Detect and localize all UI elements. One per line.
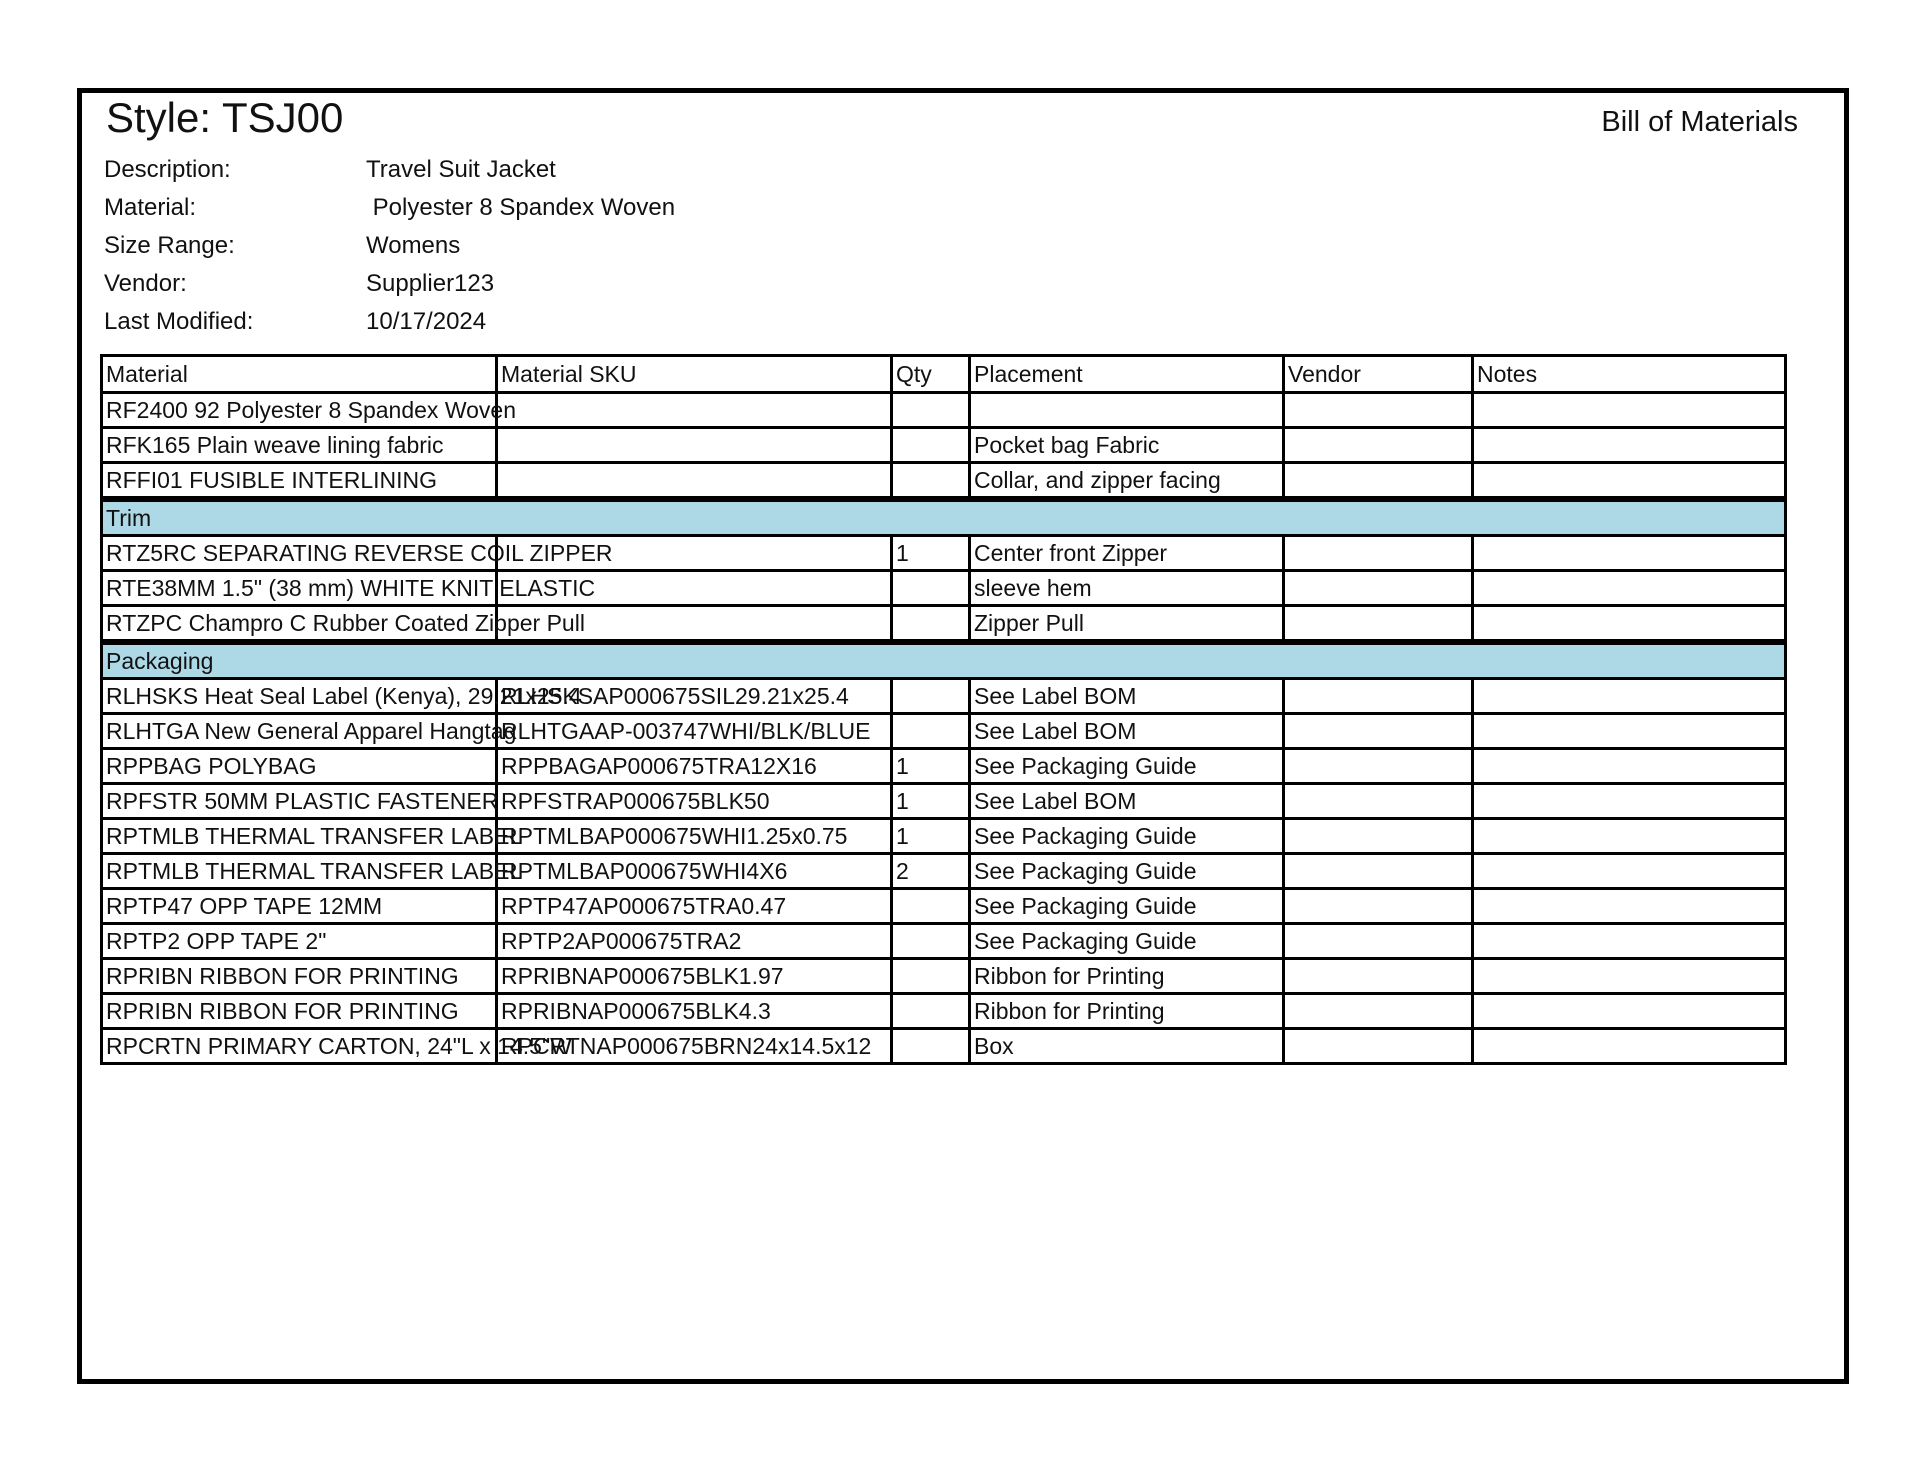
placement-cell: Box: [970, 1029, 1284, 1064]
section-label: Trim: [102, 499, 1786, 536]
meta-label: Material:: [104, 194, 197, 221]
placement-cell: See Packaging Guide: [970, 854, 1284, 889]
column-header-placement: Placement: [970, 356, 1284, 393]
qty-cell: [892, 463, 970, 500]
sku-cell: RLHSKSAP000675SIL29.21x25.4: [497, 679, 892, 714]
meta-label: Last Modified:: [104, 308, 254, 335]
notes-cell: [1473, 994, 1786, 1029]
placement-cell: See Packaging Guide: [970, 889, 1284, 924]
table-row: [102, 889, 1786, 924]
meta-value: Womens: [366, 232, 461, 259]
table-row: [102, 679, 1786, 714]
column-header-qty: Qty: [892, 356, 970, 393]
placement-cell: sleeve hem: [970, 571, 1284, 606]
placement-cell: Zipper Pull: [970, 606, 1284, 643]
sku-cell: [497, 463, 892, 500]
notes-cell: [1473, 536, 1786, 571]
qty-cell: 1: [892, 819, 970, 854]
notes-cell: [1473, 889, 1786, 924]
material-cell: RPCRTN PRIMARY CARTON, 24"L x 14.5"W: [102, 1029, 497, 1064]
vendor-cell: [1284, 536, 1473, 571]
vendor-cell: [1284, 959, 1473, 994]
table-header-row: [102, 356, 1786, 393]
meta-label: Size Range:: [104, 232, 235, 259]
document-type: Bill of Materials: [1601, 106, 1798, 138]
material-cell: RFFI01 FUSIBLE INTERLINING: [102, 463, 497, 500]
sku-cell: RPFSTRAP000675BLK50: [497, 784, 892, 819]
qty-cell: [892, 924, 970, 959]
notes-cell: [1473, 959, 1786, 994]
vendor-cell: [1284, 924, 1473, 959]
bom-table-body: [102, 356, 1786, 1064]
placement-cell: See Packaging Guide: [970, 924, 1284, 959]
vendor-cell: [1284, 819, 1473, 854]
table-row: [102, 1029, 1786, 1064]
notes-cell: [1473, 463, 1786, 500]
material-cell: RPRIBN RIBBON FOR PRINTING: [102, 959, 497, 994]
vendor-cell: [1284, 393, 1473, 428]
placement-cell: See Label BOM: [970, 714, 1284, 749]
vendor-cell: [1284, 889, 1473, 924]
sku-cell: RPTP2AP000675TRA2: [497, 924, 892, 959]
sku-cell: RPTP47AP000675TRA0.47: [497, 889, 892, 924]
material-cell: RLHSKS Heat Seal Label (Kenya), 29.21x25.4: [102, 679, 497, 714]
meta-value: Supplier123: [366, 270, 495, 297]
meta-value: 10/17/2024: [366, 308, 487, 335]
section-label: Packaging: [102, 642, 1786, 679]
notes-cell: [1473, 393, 1786, 428]
notes-cell: [1473, 679, 1786, 714]
qty-cell: [892, 393, 970, 428]
sku-cell: [497, 428, 892, 463]
sku-cell: RPRIBNAP000675BLK1.97: [497, 959, 892, 994]
notes-cell: [1473, 606, 1786, 643]
table-row: [102, 924, 1786, 959]
table-row: [102, 606, 1786, 643]
qty-cell: 1: [892, 536, 970, 571]
sku-cell: RPRIBNAP000675BLK4.3: [497, 994, 892, 1029]
qty-cell: 2: [892, 854, 970, 889]
bom-table: [100, 354, 1787, 1065]
sku-cell: RPTMLBAP000675WHI4X6: [497, 854, 892, 889]
qty-cell: [892, 959, 970, 994]
qty-cell: [892, 889, 970, 924]
vendor-cell: [1284, 994, 1473, 1029]
vendor-cell: [1284, 714, 1473, 749]
placement-cell: See Packaging Guide: [970, 819, 1284, 854]
table-row: [102, 819, 1786, 854]
vendor-cell: [1284, 571, 1473, 606]
qty-cell: 1: [892, 749, 970, 784]
qty-cell: [892, 714, 970, 749]
material-cell: RTZ5RC SEPARATING REVERSE COIL ZIPPER: [102, 536, 497, 571]
table-row: [102, 959, 1786, 994]
material-cell: RPTP2 OPP TAPE 2": [102, 924, 497, 959]
vendor-cell: [1284, 1029, 1473, 1064]
table-row: [102, 463, 1786, 500]
vendor-cell: [1284, 854, 1473, 889]
sku-cell: RPPBAGAP000675TRA12X16: [497, 749, 892, 784]
notes-cell: [1473, 1029, 1786, 1064]
placement-cell: Ribbon for Printing: [970, 994, 1284, 1029]
placement-cell: Collar, and zipper facing: [970, 463, 1284, 500]
material-cell: RPTMLB THERMAL TRANSFER LABEL: [102, 819, 497, 854]
placement-cell: See Label BOM: [970, 784, 1284, 819]
table-row: [102, 784, 1786, 819]
meta-label: Vendor:: [104, 270, 187, 297]
qty-cell: [892, 606, 970, 643]
column-header-vendor: Vendor: [1284, 356, 1473, 393]
sku-cell: RPCRTNAP000675BRN24x14.5x12: [497, 1029, 892, 1064]
meta-value: Travel Suit Jacket: [366, 156, 556, 183]
material-cell: RPTMLB THERMAL TRANSFER LABEL: [102, 854, 497, 889]
material-cell: RTZPC Champro C Rubber Coated Zipper Pull: [102, 606, 497, 643]
material-cell: RFK165 Plain weave lining fabric: [102, 428, 497, 463]
placement-cell: See Label BOM: [970, 679, 1284, 714]
meta-value: Polyester 8 Spandex Woven: [366, 194, 676, 221]
material-cell: RPPBAG POLYBAG: [102, 749, 497, 784]
table-row: [102, 994, 1786, 1029]
table-row: [102, 714, 1786, 749]
section-packaging: [102, 642, 1786, 679]
table-row: [102, 428, 1786, 463]
placement-cell: Center front Zipper: [970, 536, 1284, 571]
material-cell: RTE38MM 1.5" (38 mm) WHITE KNIT ELASTIC: [102, 571, 497, 606]
notes-cell: [1473, 854, 1786, 889]
material-cell: RPRIBN RIBBON FOR PRINTING: [102, 994, 497, 1029]
style-title: Style: TSJ00: [106, 94, 344, 141]
meta-label: Description:: [104, 156, 231, 183]
notes-cell: [1473, 749, 1786, 784]
table-row: [102, 571, 1786, 606]
notes-cell: [1473, 924, 1786, 959]
column-header-sku: Material SKU: [497, 356, 892, 393]
material-cell: RF2400 92 Polyester 8 Spandex Woven: [102, 393, 497, 428]
vendor-cell: [1284, 679, 1473, 714]
qty-cell: 1: [892, 784, 970, 819]
table-row: [102, 749, 1786, 784]
qty-cell: [892, 994, 970, 1029]
notes-cell: [1473, 428, 1786, 463]
material-cell: RLHTGA New General Apparel Hangtag: [102, 714, 497, 749]
placement-cell: [970, 393, 1284, 428]
vendor-cell: [1284, 749, 1473, 784]
vendor-cell: [1284, 463, 1473, 500]
placement-cell: See Packaging Guide: [970, 749, 1284, 784]
sku-cell: [497, 393, 892, 428]
vendor-cell: [1284, 784, 1473, 819]
notes-cell: [1473, 714, 1786, 749]
placement-cell: Pocket bag Fabric: [970, 428, 1284, 463]
material-cell: RPFSTR 50MM PLASTIC FASTENER: [102, 784, 497, 819]
qty-cell: [892, 1029, 970, 1064]
column-header-notes: Notes: [1473, 356, 1786, 393]
table-row: [102, 854, 1786, 889]
table-row: [102, 536, 1786, 571]
sku-cell: RLHTGAAP-003747WHI/BLK/BLUE: [497, 714, 892, 749]
vendor-cell: [1284, 606, 1473, 643]
material-cell: RPTP47 OPP TAPE 12MM: [102, 889, 497, 924]
section-trim: [102, 499, 1786, 536]
sku-cell: RPTMLBAP000675WHI1.25x0.75: [497, 819, 892, 854]
notes-cell: [1473, 784, 1786, 819]
qty-cell: [892, 428, 970, 463]
table-row: [102, 393, 1786, 428]
qty-cell: [892, 571, 970, 606]
vendor-cell: [1284, 428, 1473, 463]
notes-cell: [1473, 571, 1786, 606]
placement-cell: Ribbon for Printing: [970, 959, 1284, 994]
notes-cell: [1473, 819, 1786, 854]
column-header-material: Material: [102, 356, 497, 393]
qty-cell: [892, 679, 970, 714]
